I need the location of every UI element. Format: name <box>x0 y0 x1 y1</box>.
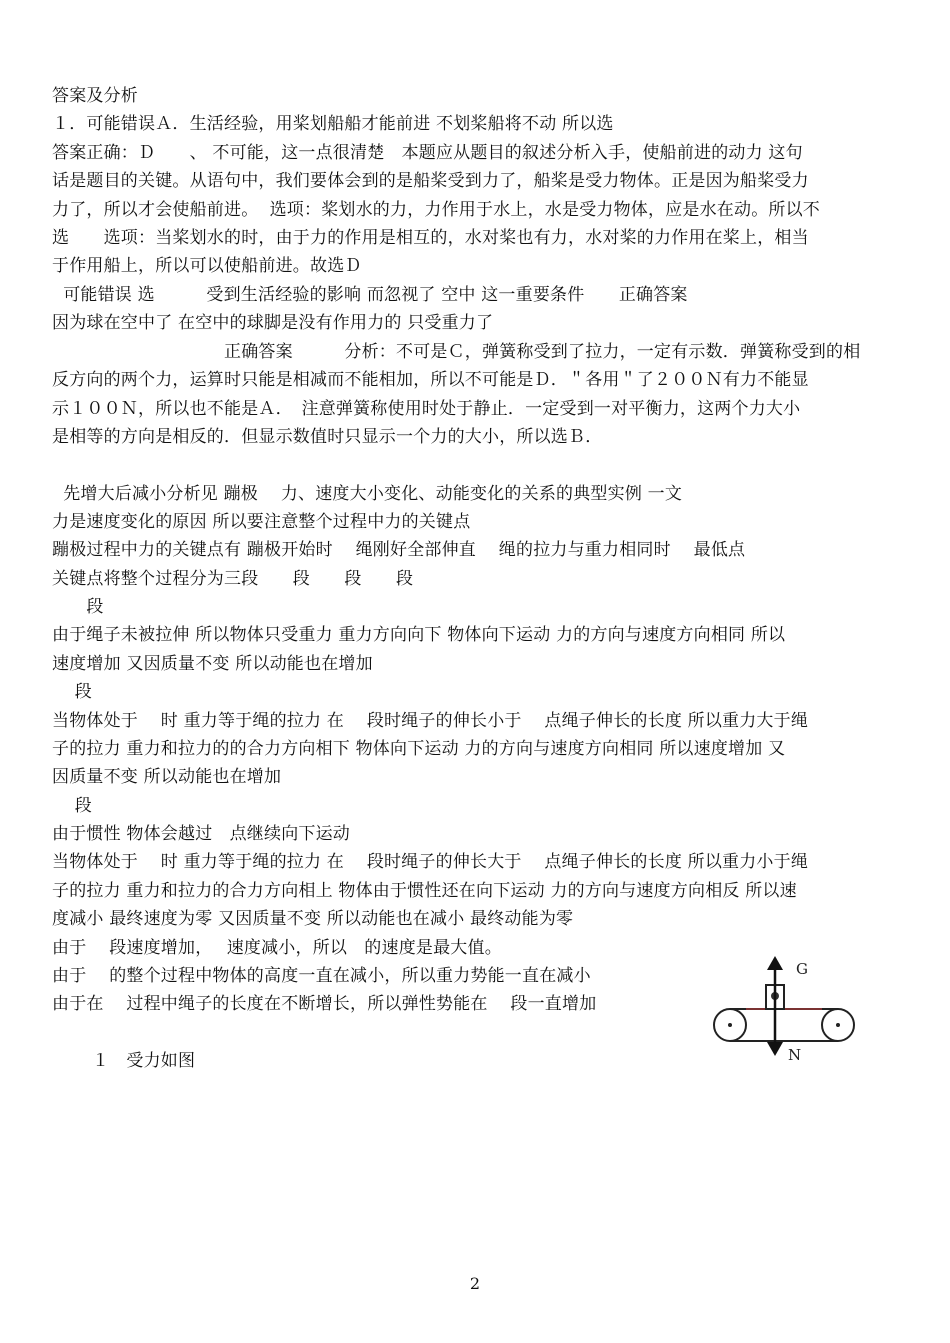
text-line: 由于绳子未被拉伸 所以物体只受重力 重力方向向下 物体向下运动 力的方向与速度方向相同 所以 <box>52 625 786 645</box>
text-line: 段 <box>52 597 104 617</box>
text-line: １．可能错误Ａ．生活经验，用桨划船船才能前进 不划桨船将不动 所以选 <box>52 114 614 134</box>
text-line: 当物体处于 时 重力等于绳的拉力 在 段时绳子的伸长大于 点绳子伸长的长度 所以重力小于绳 <box>52 852 809 872</box>
text-line: 因质量不变 所以动能也在增加 <box>52 767 282 787</box>
text-line: 力是速度变化的原因 所以要注意整个过程中力的关键点 <box>52 512 471 532</box>
text-line: 力了，所以才会使船前进。 选项：桨划水的力，力作用于水上，水是受力物体，应是水在动。所以不 <box>52 200 821 220</box>
conveyor-belt <box>714 1009 854 1041</box>
text-line: 选 选项：当桨划水的时，由于力的作用是相互的，水对桨也有力，水对桨的力作用在桨上，相当 <box>52 228 809 248</box>
section-heading: 答案及分析 <box>52 86 138 106</box>
text-line: 由于在 过程中绳子的长度在不断增长，所以弹性势能在 段一直增加 <box>52 994 597 1014</box>
text-line: 先增大后减小分析见 蹦极 力、速度大小变化、动能变化的关系的典型实例 一文 <box>52 484 683 504</box>
force-diagram <box>710 952 860 1072</box>
text-line: 段 <box>52 682 93 702</box>
text-line: 于作用船上，所以可以使船前进。故选Ｄ <box>52 256 362 276</box>
text-line: 子的拉力 重力和拉力的合力方向相上 物体由于惯性还在向下运动 力的方向与速度方向相反 所以速 <box>52 881 797 901</box>
text-line: 关键点将整个过程分为三段 段 段 段 <box>52 569 414 589</box>
page-number: 2 <box>469 1274 481 1293</box>
text-line: 由于 的整个过程中物体的高度一直在减小，所以重力势能一直在减小 <box>52 966 591 986</box>
text-line: 反方向的两个力，运算时只能是相减而不能相加，所以不可能是Ｄ．＂各用＂了２００Ｎ有力不能显 <box>52 370 809 390</box>
text-line: 可能错误 选 受到生活经验的影响 而忽视了 空中 这一重要条件 正确答案 <box>52 285 688 305</box>
text-line: 段 <box>52 796 93 816</box>
text-line: 示１００Ｎ，所以也不能是Ａ． 注意弹簧称使用时处于静止．一定受到一对平衡力，这两个力大小 <box>52 399 801 419</box>
text-line: 是相等的方向是相反的．但显示数值时只显示一个力的大小，所以选Ｂ． <box>52 427 603 447</box>
text-line: 由于惯性 物体会越过 点继续向下运动 <box>52 824 351 844</box>
text-line: 话是题目的关键。从语句中，我们要体会到的是船桨受到力了，船桨是受力物体。正是因为船桨受力 <box>52 171 809 191</box>
text-line: 子的拉力 重力和拉力的的合力方向相下 物体向下运动 力的方向与速度方向相同 所以速度增加 又 <box>52 739 786 759</box>
text-line: １ 受力如图 <box>52 1051 196 1071</box>
text-line: 由于 段速度增加， 速度减小，所以 的速度是最大值。 <box>52 938 502 958</box>
text-line: 速度增加 又因质量不变 所以动能也在增加 <box>52 654 373 674</box>
text-line: 答案正确：Ｄ 、 不可能，这一点很清楚 本题应从题目的叙述分析入手，使船前进的动力 这句 <box>52 143 803 163</box>
text-line: 因为球在空中了 在空中的球脚是没有作用力的 只受重力了 <box>52 313 494 333</box>
pulley-centers <box>728 1023 840 1027</box>
label-n: N <box>788 1046 802 1064</box>
text-line: 蹦极过程中力的关键点有 蹦极开始时 绳刚好全部伸直 绳的拉力与重力相同时 最低点 <box>52 540 746 560</box>
text-line: 正确答案 分析：不可是Ｃ，弹簧称受到了拉力，一定有示数．弹簧称受到的相 <box>52 342 861 362</box>
text-line: 当物体处于 时 重力等于绳的拉力 在 段时绳子的伸长小于 点绳子伸长的长度 所以重力大于绳 <box>52 711 809 731</box>
label-g: G <box>796 960 808 978</box>
text-line: 度减小 最终速度为零 又因质量不变 所以动能也在减小 最终动能为零 <box>52 909 574 929</box>
arrow-down-normal <box>767 1042 783 1056</box>
arrow-up-gravity <box>767 956 783 970</box>
